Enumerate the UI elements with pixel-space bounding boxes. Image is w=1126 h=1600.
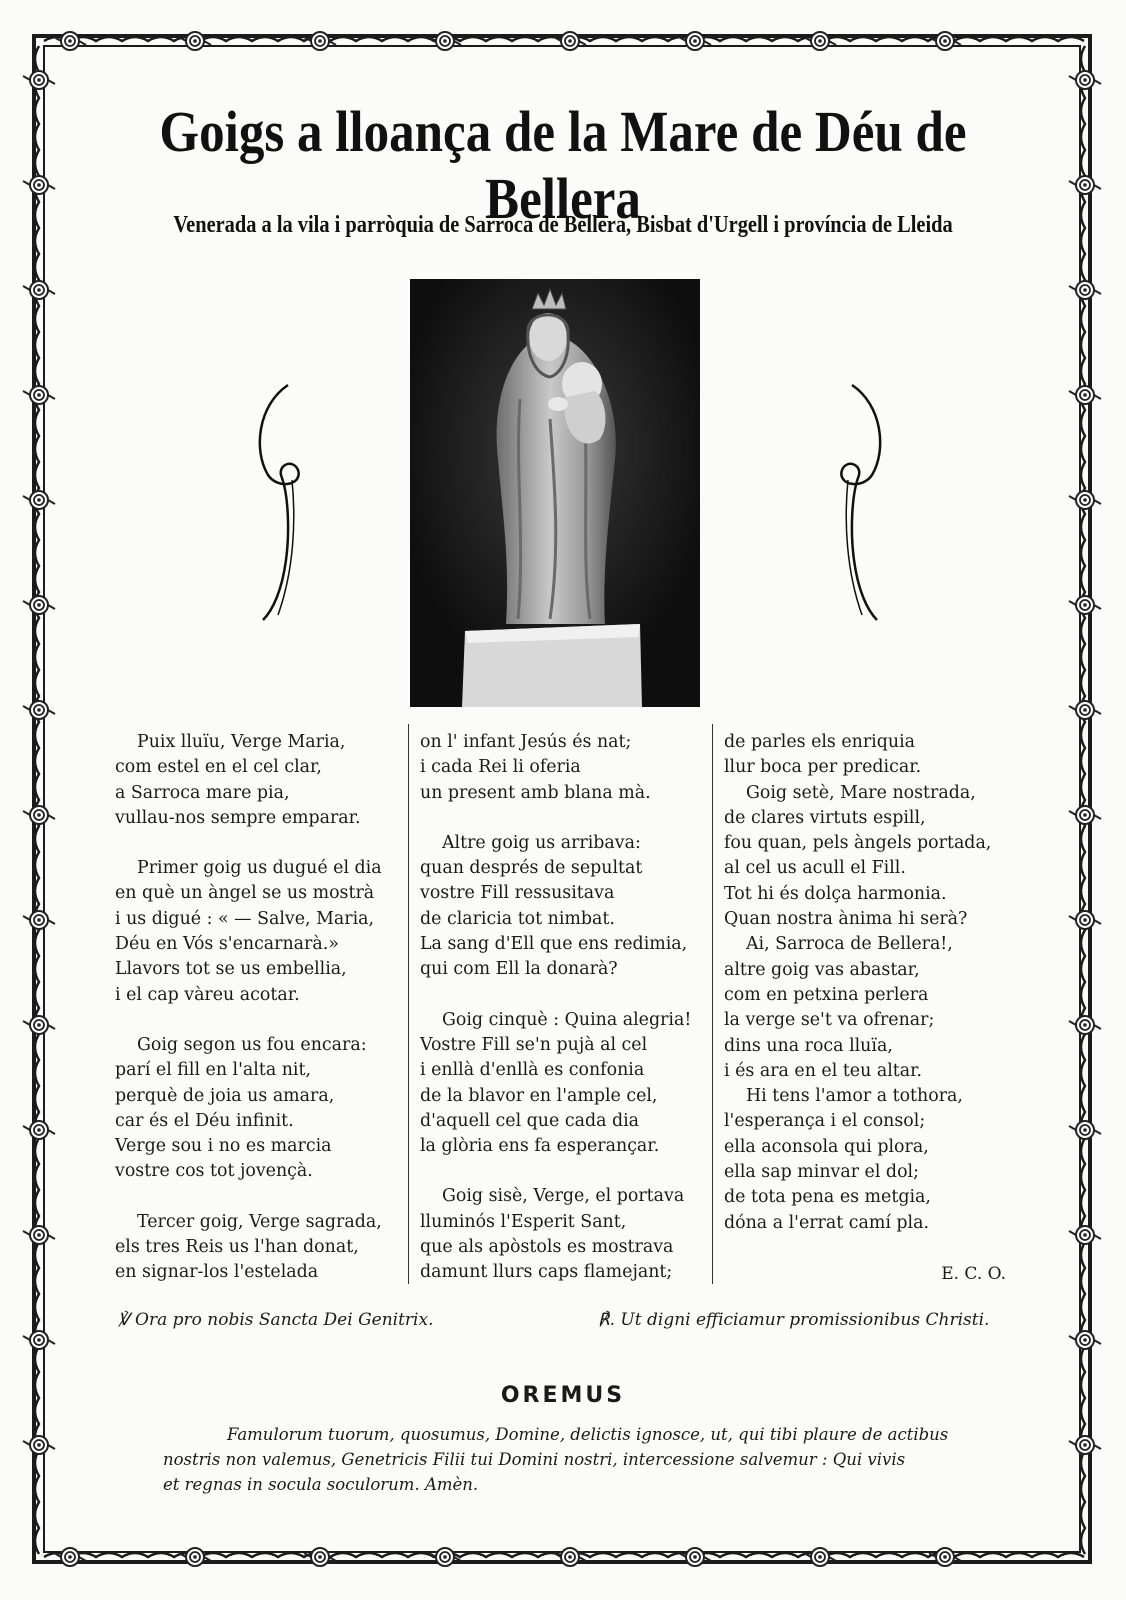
border-rose-ornament [1069, 701, 1101, 719]
verse-line: Quan nostra ànima hi serà? [724, 909, 968, 930]
verse-line: llur boca per predicar. [724, 757, 922, 778]
verse-line: a Sarroca mare pia, [115, 782, 290, 803]
oremus-line: nostris non valemus, Genetricis Filii tui Domini nostri, intercessione salvemur : Qui vivis [163, 1450, 906, 1469]
verse-line: damunt llurs caps flamejant; [420, 1262, 673, 1283]
verse-column-2 [420, 730, 710, 1286]
verse-line: de la blavor en l'ample cel, [420, 1085, 658, 1106]
border-rose-ornament [1069, 491, 1101, 509]
verse-line: de clares virtuts espill, [724, 807, 926, 828]
border-rose-ornament [1069, 176, 1101, 194]
border-rose-ornament [23, 1331, 55, 1349]
verse-line: la verge se't va ofrenar; [724, 1010, 935, 1031]
verse-line: Primer goig us dugué el dia [137, 858, 382, 879]
virgin-statue-photo [410, 279, 700, 707]
column-divider-1 [408, 724, 409, 1284]
verse-line: la glòria ens fa esperançar. [420, 1136, 660, 1157]
verse-line: i enllà d'enllà es confonia [420, 1060, 645, 1081]
verse-line: un present amb blana mà. [420, 782, 651, 803]
verse-line: com estel en el cel clar, [115, 757, 322, 778]
verse-line: Verge sou i no es marcia [115, 1136, 332, 1157]
verse-line: qui com Ell la donarà? [420, 959, 618, 980]
border-rose-ornament [1069, 806, 1101, 824]
border-rose-ornament [1069, 1121, 1101, 1139]
verse-line: vullau-nos sempre emparar. [115, 807, 361, 828]
verse-line: on l' infant Jesús és nat; [420, 732, 632, 752]
stanza-gap [115, 1008, 400, 1033]
verse-line: perquè de joia us amara, [115, 1085, 335, 1106]
stanza-gap [115, 831, 400, 856]
border-rose-ornament [23, 491, 55, 509]
border-rose-ornament [23, 386, 55, 404]
verse-line: ella aconsola qui plora, [724, 1136, 929, 1157]
verse-line: l'esperança i el consol; [724, 1111, 926, 1132]
border-rose-ornament [1069, 596, 1101, 614]
verse-line: quan després de sepultat [420, 858, 643, 879]
border-rose-ornament [1069, 1436, 1101, 1454]
border-rose-ornament [23, 281, 55, 299]
verse-line: ella sap minvar el dol; [724, 1162, 919, 1183]
verse-line: com en petxina perlera [724, 984, 929, 1005]
border-vine [1081, 46, 1085, 1554]
verse-line: de tota pena es metgia, [724, 1187, 931, 1208]
verse-line: Goig cinquè : Quina alegria! [442, 1009, 692, 1030]
verse-line: Tercer goig, Verge sagrada, [137, 1211, 382, 1232]
border-rose-ornament [23, 701, 55, 719]
stanza-gap [420, 983, 710, 1008]
stanza-gap [115, 1185, 400, 1210]
verse-column-1 [115, 730, 400, 1286]
right-scroll-ornament [812, 380, 892, 630]
verse-line: La sang d'Ell que ens redimia, [420, 934, 688, 955]
verse-line: i us digué : « — Salve, Maria, [115, 908, 375, 929]
verse-line: de parles els enriquia [724, 732, 916, 752]
verse-column-3 [724, 730, 1014, 1236]
verse-line: i cada Rei li oferia [420, 757, 581, 778]
column-divider-2 [712, 724, 713, 1284]
verse-line: car és el Déu infinit. [115, 1110, 294, 1131]
verse-line: en signar-los l'estelada [115, 1262, 319, 1283]
page-title: Goigs a lloança de la Mare de Déu de Bellera [159, 99, 967, 231]
verse-line: Altre goig us arribava: [442, 832, 641, 853]
border-rose-ornament [23, 71, 55, 89]
verse-line: Tot hi és dolça harmonia. [724, 883, 947, 904]
border-rose-ornament [23, 1436, 55, 1454]
verse-line: els tres Reis us l'han donat, [115, 1237, 359, 1258]
oremus-prayer [163, 1422, 966, 1497]
oremus-title: OREMUS [500, 1383, 626, 1408]
verse-line: Goig setè, Mare nostrada, [746, 782, 976, 803]
verse-line: d'aquell cel que cada dia [420, 1110, 640, 1131]
page-subtitle: Venerada a la vila i parròquia de Sarroca de Bellera, Bisbat d'Urgell i província de Lleida [173, 212, 953, 238]
verse-line: i el cap vàreu acotar. [115, 984, 300, 1005]
border-rose-ornament [1069, 1016, 1101, 1034]
border-rose-ornament [1069, 281, 1101, 299]
border-rose-ornament [1069, 1331, 1101, 1349]
verse-line: altre goig vas abastar, [724, 959, 920, 980]
left-scroll-ornament [248, 380, 328, 630]
verse-line: Déu en Vós s'encarnarà.» [115, 934, 339, 955]
verse-line: lluminós l'Esperit Sant, [420, 1211, 627, 1232]
verse-line: vostre cos tot jovençà. [115, 1161, 313, 1182]
verse-line: en què un àngel se us mostrà [115, 883, 375, 904]
border-rose-ornament [23, 596, 55, 614]
border-rose-ornament [23, 176, 55, 194]
border-rose-ornament [23, 911, 55, 929]
verse-line: vostre Fill ressusitava [420, 883, 615, 904]
stanza-gap [420, 1159, 710, 1184]
verse-line: dóna a l'errat camí pla. [724, 1212, 930, 1233]
border-rose-ornament [1069, 1226, 1101, 1244]
verse-line: Goig sisè, Verge, el portava [442, 1186, 685, 1207]
verse-line: Vostre Fill se'n pujà al cel [420, 1034, 648, 1055]
border-rose-ornament [23, 806, 55, 824]
verse-line: i és ara en el teu altar. [724, 1060, 923, 1081]
versicle: ℣ Ora pro nobis Sancta Dei Genitrix. [118, 1310, 434, 1330]
verse-line: al cel us acull el Fill. [724, 858, 906, 879]
verse-line: Hi tens l'amor a tothora, [746, 1086, 963, 1107]
verse-line: parí el fill en l'alta nit, [115, 1060, 311, 1081]
verse-line: Ai, Sarroca de Bellera!, [746, 934, 953, 955]
stanza-gap [420, 806, 710, 831]
border-rose-ornament [23, 1121, 55, 1139]
verse-line: de claricia tot nimbat. [420, 908, 615, 929]
verse-line: fou quan, pels àngels portada, [724, 833, 992, 854]
verse-line: que als apòstols es mostrava [420, 1237, 674, 1258]
response: ℟. Ut digni efficiamur promissionibus Christi. [598, 1310, 990, 1330]
verse-line: Puix lluïu, Verge Maria, [137, 732, 346, 752]
oremus-line: Famulorum tuorum, quosumus, Domine, delictis ignosce, ut, qui tibi plaure de actibus [227, 1425, 949, 1444]
author-signature: E. C. O. [941, 1264, 1006, 1284]
border-rose-ornament [1069, 911, 1101, 929]
border-rose-ornament [23, 1226, 55, 1244]
border-rose-ornament [1069, 386, 1101, 404]
border-rose-ornament [1069, 71, 1101, 89]
verse-line: dins una roca lluïa, [724, 1035, 893, 1056]
border-rose-ornament [23, 1016, 55, 1034]
oremus-line: et regnas in socula soculorum. Amèn. [163, 1475, 479, 1494]
verse-line: Goig segon us fou encara: [137, 1034, 367, 1055]
verse-line: Llavors tot se us embellia, [115, 959, 347, 980]
